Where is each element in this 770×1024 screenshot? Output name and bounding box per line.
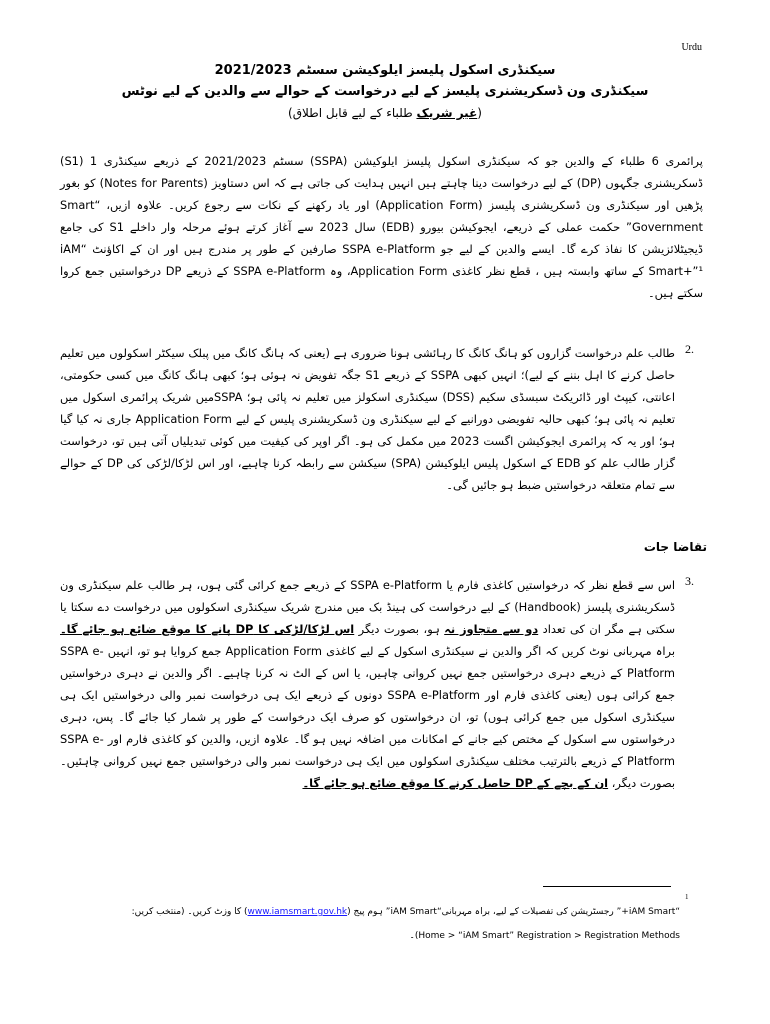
paragraph-3-part-2: ہو، بصورت دیگر	[354, 622, 445, 636]
section-heading-requirements: تقاضا جات	[643, 540, 707, 554]
document-subtitle: سیکنڈری ون ڈسکریشنری پلیسز کے لیے درخواست کے حوالے سے والدین کے لیے نوٹس	[121, 84, 649, 99]
applicability-note	[60, 102, 710, 124]
footnote	[60, 900, 680, 948]
document-header	[60, 60, 710, 124]
paragraph-3-part-3: براہ مہربانی نوٹ کریں کہ اگر والدین نے سیکنڈری اسکول کے لیے کاغذی Application Form جمع کروایا ہو تو، انہیں SSPA e-Platform کے ذریعے دہری درخواستیں جمع نہیں کروانی چاہیں، یا اس کے الٹ نہ کرنا چاہیے۔ اگر والدین نے دہری درخواستیں جمع کرائی ہوں (یعنی کاغذی فارم اور SSPA e-Platform دونوں کے ذریعے ایک ہی درخواست نمبر والی درخواستیں ایک ہی سیکنڈری اسکول میں جمع کرائی ہوں) تو، ان درخواستوں کو صرف ایک درخواست کے طور پر شمار کیا جائے گا۔ پس، دہری درخواستوں سے اسکول کے مختص کیے جانے کے امکانات میں اضافہ نہیں ہو گا۔ علاوہ ازیں، والدین کو کاغذی فارم اور SSPA e-Platform کے ذریعے بالترتیب مختلف سیکنڈری اسکولوں میں ایک ہی درخواست نمبر والی درخواستیں جمع نہیں کروانی چاہئیں۔ بصورت دیگر،	[60, 644, 676, 790]
footnote-line-1-post: ) کا وزٹ کریں۔ (منتخب کریں:	[131, 907, 248, 917]
paragraph-1: پرائمری 6 طلباء کے والدین جو کہ سیکنڈری اسکول پلیسز ایلوکیشن (SSPA) سسٹم 2021/2023 کے ذریعے سیکنڈری 1 (S1) ڈسکریشنری جگہوں (DP) کے لیے درخواست دینا چاہتے ہیں انہیں ہدایت کی جاتی ہے کہ اس دستاویز (Notes for Parents) کو بغور پڑھیں اور سیکنڈری ون ڈسکریشنری پلیسز (Application Form) اور یاد رکھنے کے نکات سے رجوع کریں۔ علاوہ ازیں، “Smart Government” حکمت عملی کے ذریعے، ایجوکیشن بیورو (EDB) سال 2023 سے آغاز کرتے ہوئے مرحلہ وار داخلے S1 کی جامع ڈیجیٹلائزیشن کا نفاذ کرے گا۔ ایسے والدین کے لیے جو SSPA e-Platform صارفین کے طور پر مندرج ہیں اور ان کے اکاؤنٹ “iAM Smart+”¹ کے ساتھ وابستہ ہیں ، قطع نظر کاغذی Application Form، وہ SSPA e-Platform کے ذریعے DP درخواستیں جمع کروا سکتے ہیں۔	[60, 154, 704, 300]
paragraph-3-emphasis-1: دو سے متجاوز نہ	[444, 622, 539, 636]
footnote-marker: 1	[685, 893, 689, 901]
paragraph-2: طالب علم درخواست گزاروں کو ہانگ کانگ کا رہائشی ہونا ضروری ہے (یعنی کہ ہانگ کانگ میں پبلک سیکٹر اسکولوں میں تعلیم حاصل کرنے کا اہل بننے کے لیے)؛ انہیں کبھی SSPA کے ذریعے S1 جگہ تفویض نہ ہوئی ہو؛ کبھی ہانگ کانگ میں کسی حکومتی، اعانتی، کیپٹ اور ڈائریکٹ سبسڈی سکیم (DSS) سیکنڈری اسکولز میں تعلیم نہ پائی ہو؛ SSPAمیں شریک پرائمری اسکول میں تعلیم نہ پائی ہو؛ کبھی حالیہ تفویضی دورانیے کے لیے سیکنڈری ون ڈسکریشنری پلیس کے لیے Application Form جاری نہ کیا گیا ہو؛ اور یہ کہ پرائمری ایجوکیشن اگست 2023 میں مکمل کی ہو۔ اگر اوپر کی کیفیت میں کوئی تبدیلیاں آتی ہیں تو، درخواست گزار طالب علم کو EDB کے اسکول پلیس ایلوکیشن (SPA) سیکشن سے رابطہ کرنا چاہیے، اور اس لڑکا/لڑکی کی DP کے حوالے سے تمام متعلقہ درخواستیں ضبط ہو جائیں گی۔	[60, 346, 676, 492]
note-rest: طلباء کے لیے قابل اطلاق)	[288, 106, 417, 120]
paragraph-3-emphasis-2: اس لڑکا/لڑکی کا DP پانے کا موقع ضائع ہو جائے گا۔	[60, 622, 355, 636]
page-language-label: Urdu	[681, 42, 702, 53]
footnote-line-1-pre: “iAM Smart+” رجسٹریشن کی تفصیلات کے لیے، براہ مہربانی“iAM Smart” ہوم پیج (	[347, 907, 680, 917]
footnote-line-2: Home > “iAM Smart” Registration > Registration Methods)۔	[409, 931, 680, 941]
paragraph-3-emphasis-3: ان کے بچے کے DP حاصل کرنے کا موقع ضائع ہو جائے گا۔	[302, 776, 609, 790]
note-emphasis: غیر شریک	[416, 106, 478, 120]
paragraph-3-part-1: اس سے قطع نظر کہ درخواستیں کاغذی فارم یا SSPA e-Platform کے ذریعے جمع کرائی گئی ہوں، ہر طالب علم سیکنڈری ون ڈسکریشنری پلیسز (Handbook) کے لیے درخواست کی ہینڈ بک میں مندرج شریک سیکنڈری اسکولوں میں درخواست دے سکتا یا سکتی ہے مگر ان کی تعداد	[60, 578, 676, 636]
note-open: (	[477, 106, 482, 120]
paragraph-3-number: 3.	[685, 574, 694, 588]
iamsmart-link[interactable]: www.iamsmart.gov.hk	[247, 907, 348, 917]
document-title: سیکنڈری اسکول پلیسز ایلوکیشن سسٹم 2021/2023	[214, 63, 556, 78]
paragraph-2-number: 2.	[685, 342, 694, 356]
footnote-divider	[543, 886, 671, 887]
paragraph-3	[60, 574, 675, 794]
footnote-line-1	[60, 900, 680, 924]
